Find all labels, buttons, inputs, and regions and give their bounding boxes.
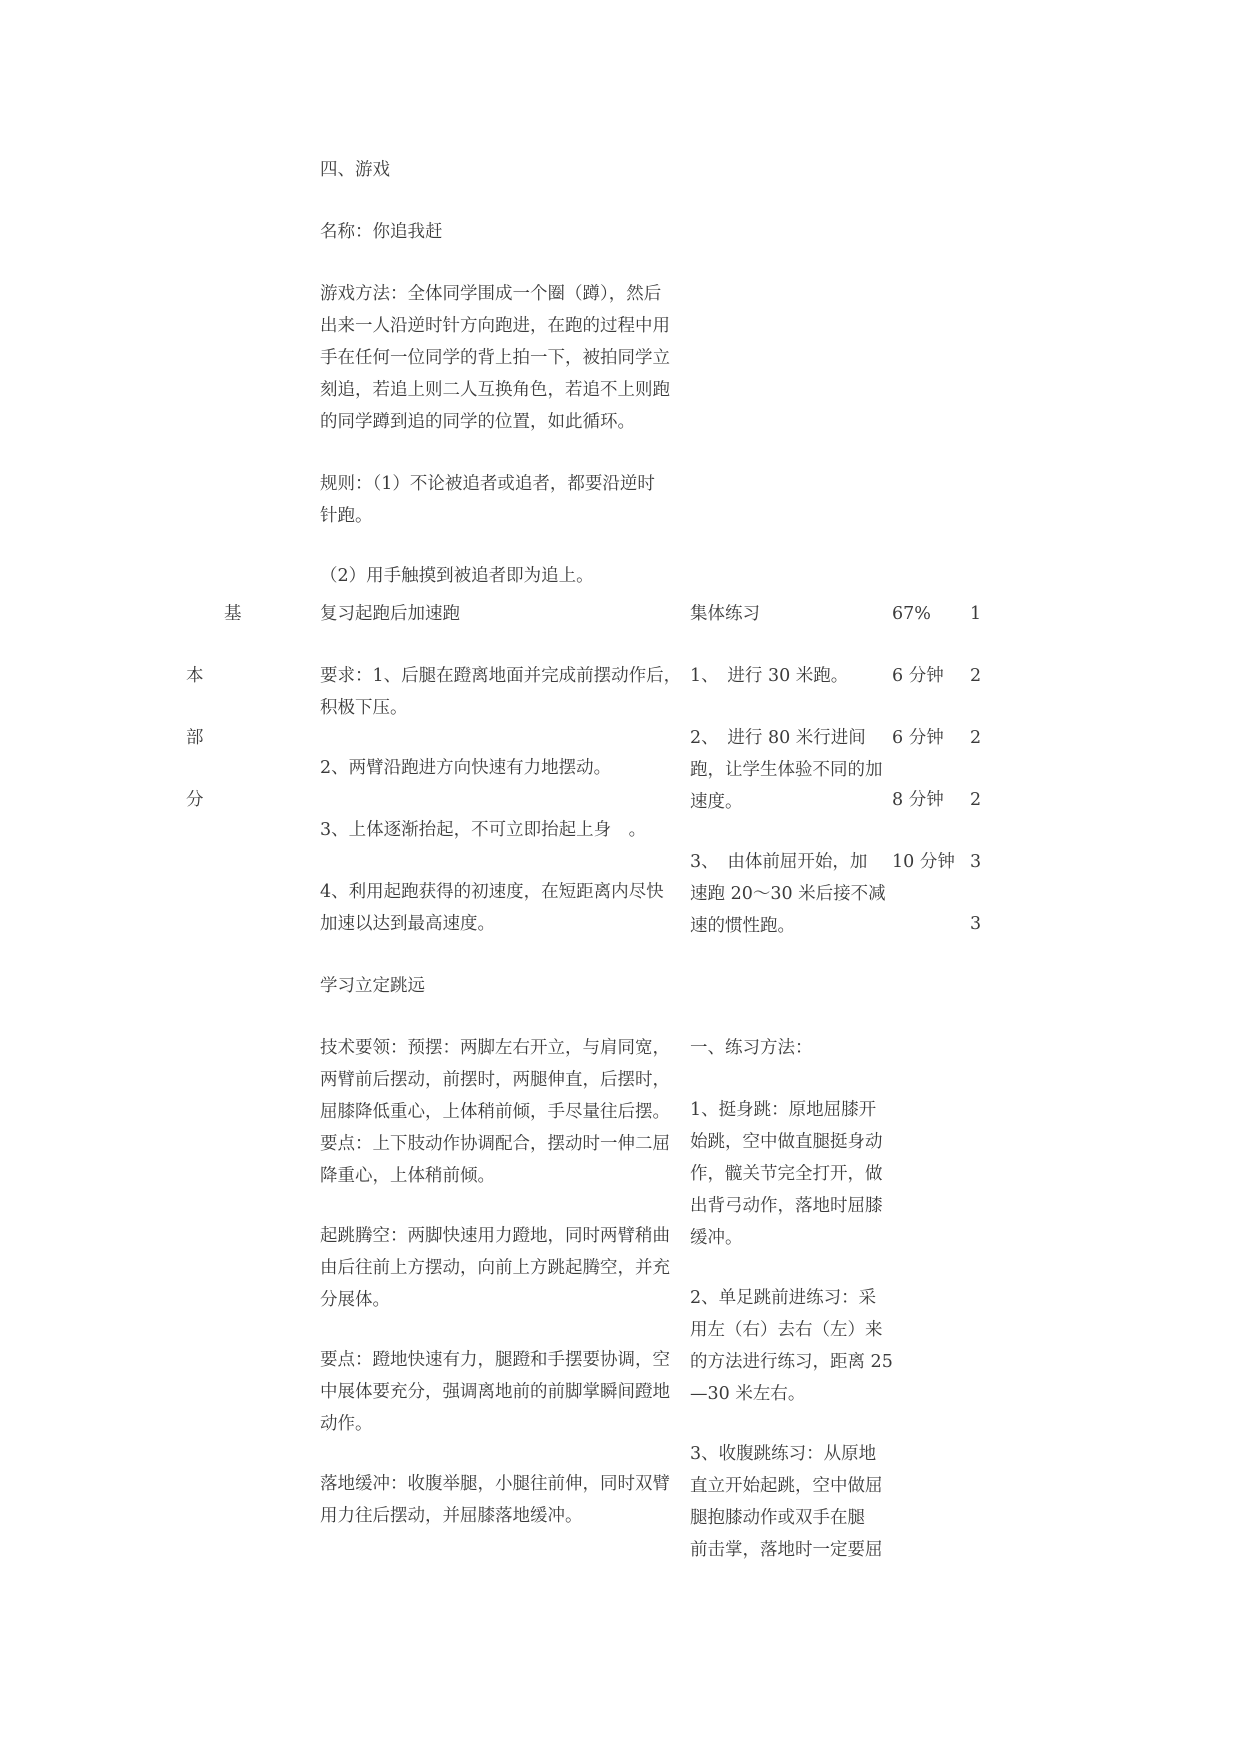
text-line: 手在任何一位同学的背上拍一下，被拍同学立 xyxy=(320,348,670,368)
text-line: 始跳，空中做直腿挺身动 xyxy=(690,1132,883,1152)
text-line: 缓冲。 xyxy=(690,1228,743,1248)
text-line: 针跑。 xyxy=(320,506,373,526)
sprint-title: 复习起跑后加速跑 xyxy=(320,604,460,624)
text-line: 4、利用起跑获得的初速度，在短距离内尽快 xyxy=(320,882,664,902)
text-line: 3、 由体前屈开始，加 xyxy=(690,852,868,872)
text-line: 起跳腾空：两脚快速用力蹬地，同时两臂稍曲 xyxy=(320,1226,670,1246)
text-line: 用左（右）去右（左）来 xyxy=(690,1320,883,1340)
sprint-practice-2 xyxy=(690,722,883,818)
text-line: 规则：（1）不论被追者或追者，都要沿逆时 xyxy=(320,474,655,494)
text-line: 用力往后摆动，并屈膝落地缓冲。 xyxy=(320,1506,583,1526)
game-name: 名称：你追我赶 xyxy=(320,222,443,242)
sprint-requirement-3: 3、上体逐渐抬起，不可立即抬起上身 。 xyxy=(320,820,647,840)
text-line: 由后往前上方摆动，向前上方跳起腾空，并充 xyxy=(320,1258,670,1278)
sprint-time: 8 分钟 xyxy=(892,790,944,810)
text-line: 动作。 xyxy=(320,1414,373,1434)
section-label-char: 分 xyxy=(186,790,204,810)
game-heading: 四、游戏 xyxy=(320,160,390,180)
jump-title: 学习立定跳远 xyxy=(320,976,425,996)
text-line: 出来一人沿逆时针方向跑进，在跑的过程中用 xyxy=(320,316,670,336)
jump-method-3 xyxy=(690,1438,883,1566)
text-line: 的同学蹲到追的同学的位置，如此循环。 xyxy=(320,412,635,432)
text-line: 2、单足跳前进练习：采 xyxy=(690,1288,877,1308)
text-line: 1、挺身跳：原地屈膝开 xyxy=(690,1100,877,1120)
text-line: 2、 进行 80 米行进间 xyxy=(690,728,866,748)
text-line: 加速以达到最高速度。 xyxy=(320,914,495,934)
sprint-count: 2 xyxy=(970,666,982,686)
sprint-time: 10 分钟 xyxy=(892,852,955,872)
text-line: —30 米左右。 xyxy=(690,1384,806,1404)
jump-technique-takeoff xyxy=(320,1220,670,1316)
text-line: 跑，让学生体验不同的加 xyxy=(690,760,883,780)
text-line: 出背弓动作，落地时屈膝 xyxy=(690,1196,883,1216)
text-line: 速的惯性跑。 xyxy=(690,916,795,936)
jump-method-2 xyxy=(690,1282,893,1410)
text-line: 直立开始起跳，空中做屈 xyxy=(690,1476,883,1496)
sprint-intensity: 67% xyxy=(892,604,931,624)
text-line: 3、收腹跳练习：从原地 xyxy=(690,1444,877,1464)
jump-method-1 xyxy=(690,1094,883,1254)
text-line: 两臂前后摆动，前摆时，两腿伸直，后摆时， xyxy=(320,1070,670,1090)
sprint-requirement-4 xyxy=(320,876,664,940)
sprint-requirement-2: 2、两臂沿跑进方向快速有力地摆动。 xyxy=(320,758,612,778)
sprint-count: 1 xyxy=(970,604,982,624)
text-line: 游戏方法：全体同学围成一个圈（蹲），然后 xyxy=(320,284,662,304)
text-line: 技术要领：预摆：两脚左右开立，与肩同宽， xyxy=(320,1038,670,1058)
jump-technique-preswing xyxy=(320,1032,670,1192)
section-label-char: 基 xyxy=(224,604,242,624)
sprint-time: 6 分钟 xyxy=(892,666,944,686)
sprint-requirement-1 xyxy=(320,660,681,724)
game-rule-2: （2）用手触摸到被追者即为追上。 xyxy=(320,566,594,586)
sprint-time: 6 分钟 xyxy=(892,728,944,748)
sprint-practice-3 xyxy=(690,846,886,942)
game-rule-1 xyxy=(320,468,655,532)
text-line: 腿抱膝动作或双手在腿 xyxy=(690,1508,865,1528)
text-line: 要点：上下肢动作协调配合，摆动时一伸二屈 xyxy=(320,1134,670,1154)
sprint-count: 2 xyxy=(970,728,982,748)
text-line: 积极下压。 xyxy=(320,698,408,718)
text-line: 屈膝降低重心，上体稍前倾，手尽量往后摆。 xyxy=(320,1102,670,1122)
jump-methods-title: 一、练习方法： xyxy=(690,1038,813,1058)
section-label-char: 本 xyxy=(186,666,204,686)
text-line: 落地缓冲：收腹举腿，小腿往前伸，同时双臂 xyxy=(320,1474,670,1494)
section-label-char: 部 xyxy=(186,728,204,748)
text-line: 前击掌，落地时一定要屈 xyxy=(690,1540,883,1560)
sprint-practice-1: 1、 进行 30 米跑。 xyxy=(690,666,849,686)
text-line: 要点：蹬地快速有力，腿蹬和手摆要协调，空 xyxy=(320,1350,670,1370)
text-line: 要求：1、后腿在蹬离地面并完成前摆动作后， xyxy=(320,666,682,686)
text-line: 作，髋关节完全打开，做 xyxy=(690,1164,883,1184)
text-line: 的方法进行练习，距离 25 xyxy=(690,1352,893,1372)
text-line: 刻追，若追上则二人互换角色，若追不上则跑 xyxy=(320,380,670,400)
jump-technique-keypoints xyxy=(320,1344,670,1440)
sprint-count: 2 xyxy=(970,790,982,810)
jump-technique-landing xyxy=(320,1468,670,1532)
game-method xyxy=(320,278,670,438)
text-line: 速度。 xyxy=(690,792,743,812)
sprint-organization: 集体练习 xyxy=(690,604,760,624)
sprint-count: 3 xyxy=(970,852,982,872)
sprint-count: 3 xyxy=(970,914,982,934)
text-line: 速跑 20～30 米后接不减 xyxy=(690,884,886,904)
text-line: 降重心，上体稍前倾。 xyxy=(320,1166,495,1186)
text-line: 分展体。 xyxy=(320,1290,390,1310)
text-line: 中展体要充分，强调离地前的前脚掌瞬间蹬地 xyxy=(320,1382,670,1402)
